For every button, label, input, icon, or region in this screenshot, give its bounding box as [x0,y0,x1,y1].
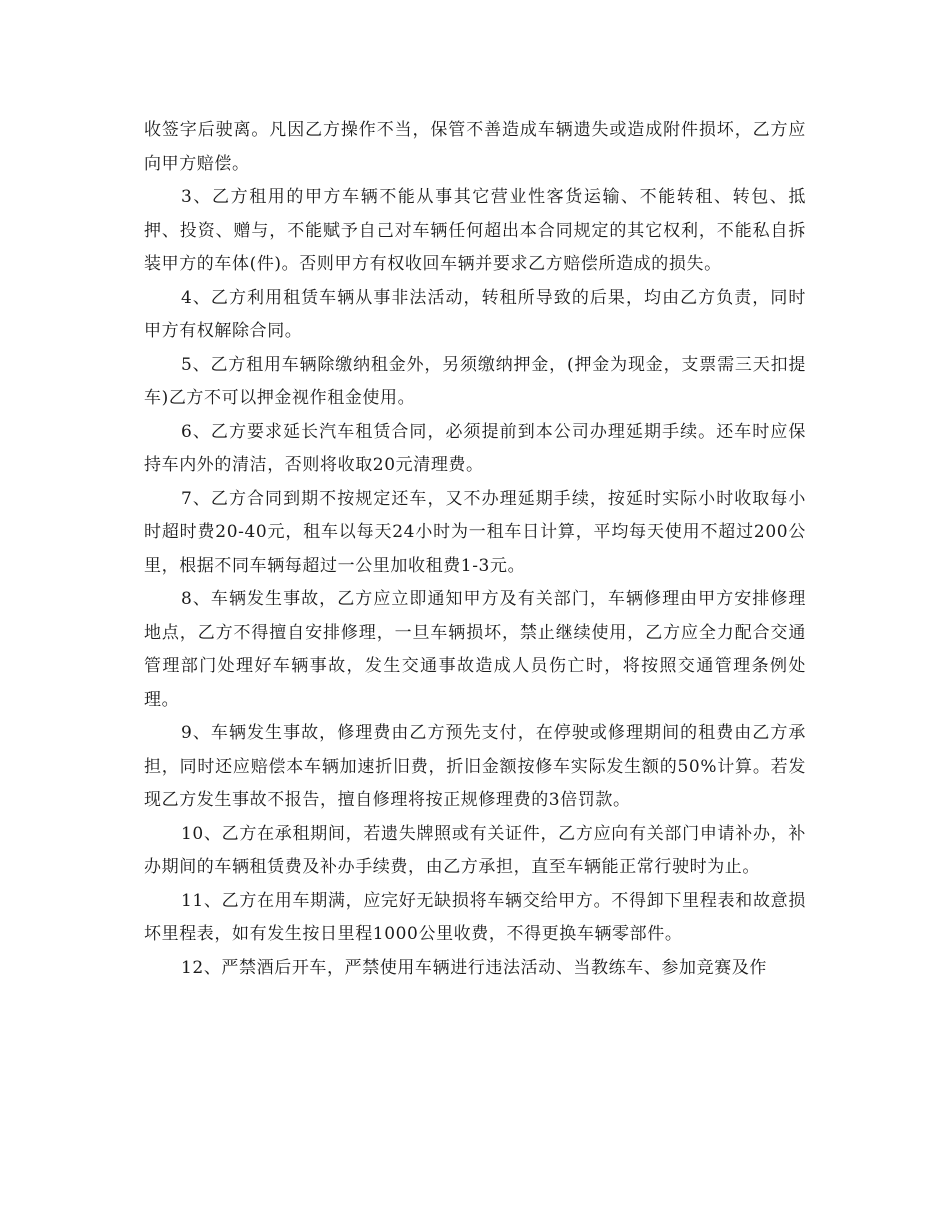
paragraph-clause-4: 4、乙方利用租赁车辆从事非法活动，转租所导致的后果，均由乙方负责，同时甲方有权解除合同。 [144,287,806,341]
paragraph-clause-9: 9、车辆发生事故，修理费由乙方预先支付，在停驶或修理期间的租费由乙方承担，同时还应赔偿本车辆加速折旧费，折旧金额按修车实际发生额的50%计算。若发现乙方发生事故不报告，擅自修理将按正规修理费的3倍罚款。 [144,723,806,810]
paragraph-clause-11: 11、乙方在用车期满，应完好无缺损将车辆交给甲方。不得卸下里程表和故意损坏里程表，如有发生按日里程1000公里收费，不得更换车辆零部件。 [144,890,806,944]
paragraph-clause-7: 7、乙方合同到期不按规定还车，又不办理延期手续，按延时实际小时收取每小时超时费20-40元，租车以每天24小时为一租车日计算，平均每天使用不超过200公里，根据不同车辆每超过一公里加收租费1-3元。 [144,488,806,576]
paragraph-clause-10: 10、乙方在承租期间，若遗失牌照或有关证件，乙方应向有关部门申请补办，补办期间的车辆租赁费及补办手续费，由乙方承担，直至车辆能正常行驶时为止。 [144,823,806,877]
paragraph-continuation: 收签字后驶离。凡因乙方操作不当，保管不善造成车辆遗失或造成附件损坏，乙方应向甲方赔偿。 [144,120,806,174]
paragraph-clause-5: 5、乙方租用车辆除缴纳租金外，另须缴纳押金，(押金为现金，支票需三天扣提车)乙方不可以押金视作租金使用。 [144,354,806,408]
paragraph-clause-6: 6、乙方要求延长汽车租赁合同，必须提前到本公司办理延期手续。还车时应保持车内外的清洁，否则将收取20元清理费。 [144,421,806,475]
document-body [144,114,806,985]
paragraph-clause-3: 3、乙方租用的甲方车辆不能从事其它营业性客货运输、不能转租、转包、抵押、投资、赠与，不能赋予自己对车辆任何超出本合同规定的其它权利，不能私自拆装甲方的车体(件)。否则甲方有权收回车辆并要求乙方赔偿所造成的损失。 [144,187,806,274]
paragraph-clause-12: 12、严禁酒后开车，严禁使用车辆进行违法活动、当教练车、参加竞赛及作 [181,957,768,978]
paragraph-clause-8: 8、车辆发生事故，乙方应立即通知甲方及有关部门，车辆修理由甲方安排修理地点，乙方不得擅自安排修理，一旦车辆损坏，禁止继续使用，乙方应全力配合交通管理部门处理好车辆事故，发生交通事故造成人员伤亡时，将按照交通管理条例处理。 [144,589,806,710]
